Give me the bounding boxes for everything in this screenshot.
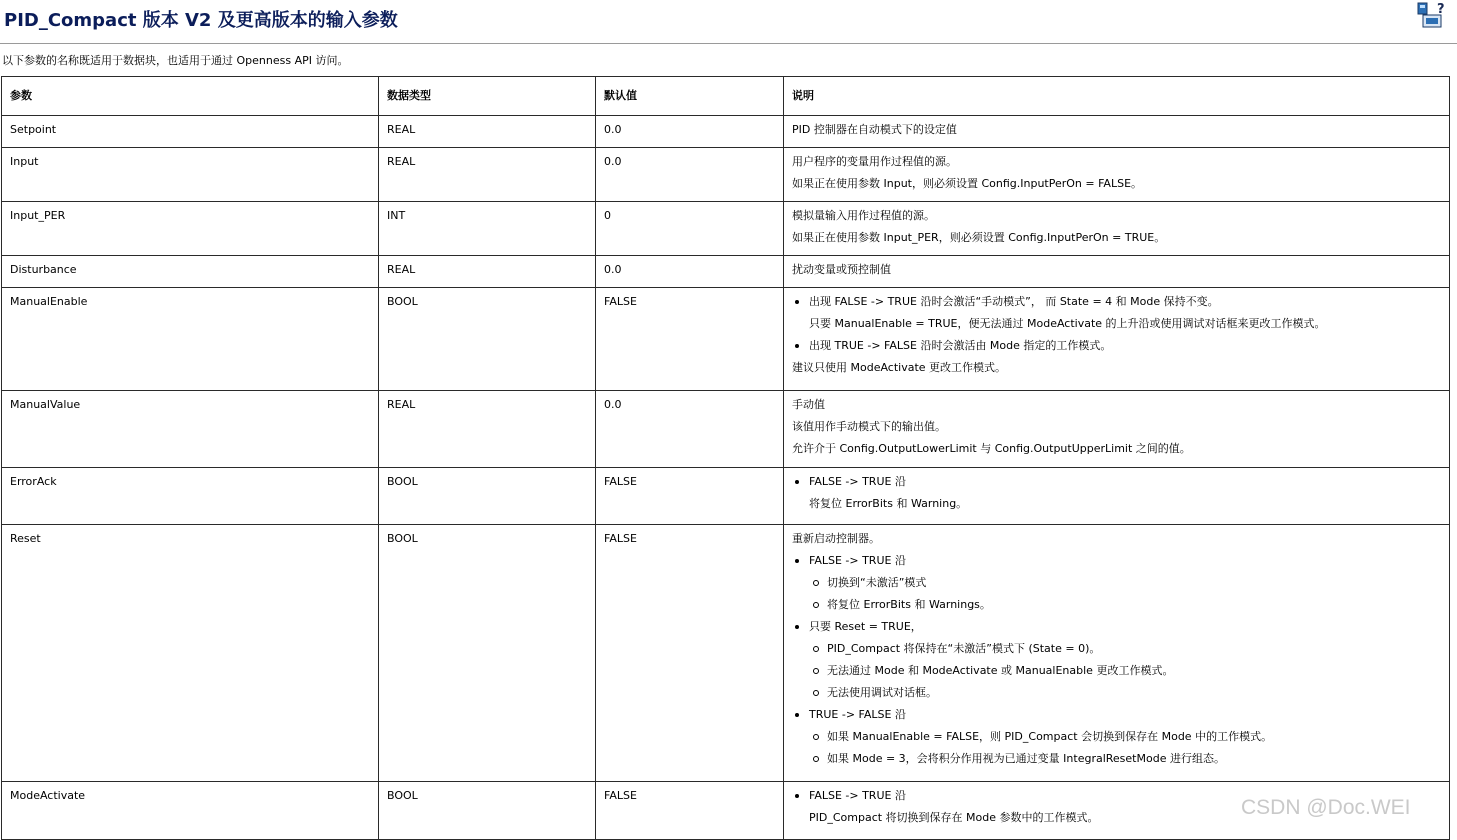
description-line: 手动值: [792, 398, 825, 411]
input-parameters-table: [1, 76, 1450, 840]
description-line: 如果正在使用参数 Input，则必须设置 Config.InputPerOn = FALSE。: [792, 177, 1143, 190]
data-type-cell: REAL: [379, 256, 596, 288]
param-cell: ErrorAck: [2, 468, 379, 525]
data-type-cell: BOOL: [379, 525, 596, 782]
bullet-item: 只要 Reset = TRUE，: [792, 616, 1441, 638]
description-line: 该值用作手动模式下的输出值。: [792, 420, 946, 433]
sub-bullet-item: 如果 ManualEnable = FALSE，则 PID_Compact 会切换到保存在 Mode 中的工作模式。: [792, 726, 1441, 748]
param-cell: ManualEnable: [2, 288, 379, 391]
sub-bullet-item: 无法通过 Mode 和 ModeActivate 或 ManualEnable 更改工作模式。: [792, 660, 1441, 682]
column-header-description: 说明: [784, 77, 1450, 116]
sub-bullet-item: 如果 Mode = 3，会将积分作用视为已通过变量 IntegralResetMode 进行组态。: [792, 748, 1441, 770]
default-value-cell: FALSE: [596, 288, 784, 391]
bullet-item: 出现 TRUE -> FALSE 沿时会激活由 Mode 指定的工作模式。: [792, 335, 1441, 357]
description-cell: [784, 525, 1450, 782]
bullet-continuation: 将复位 ErrorBits 和 Warning。: [809, 497, 968, 510]
page-title: PID_Compact 版本 V2 及更高版本的输入参数: [4, 10, 398, 31]
default-value-cell: 0.0: [596, 116, 784, 148]
table-row: [2, 288, 1450, 391]
table-row: [2, 782, 1450, 840]
description-cell: [784, 256, 1450, 288]
table-row: [2, 256, 1450, 288]
description-line: 如果正在使用参数 Input_PER，则必须设置 Config.InputPerOn = TRUE。: [792, 231, 1166, 244]
description-line: 扰动变量或预控制值: [792, 263, 891, 276]
bullet-item: 出现 FALSE -> TRUE 沿时会激活“手动模式”， 而 State = 4 和 Mode 保持不变。: [792, 291, 1441, 313]
table-row: [2, 202, 1450, 256]
data-type-cell: BOOL: [379, 782, 596, 840]
data-type-cell: REAL: [379, 116, 596, 148]
column-header-parameter: 参数: [2, 77, 379, 116]
column-header-data-type: 数据类型: [379, 77, 596, 116]
default-value-cell: 0.0: [596, 256, 784, 288]
default-value-cell: FALSE: [596, 525, 784, 782]
help-topic-icon[interactable]: [1417, 2, 1445, 28]
param-cell: Setpoint: [2, 116, 379, 148]
param-cell: Disturbance: [2, 256, 379, 288]
data-type-cell: INT: [379, 202, 596, 256]
description-cell: [784, 116, 1450, 148]
description-line: 模拟量输入用作过程值的源。: [792, 209, 935, 222]
description-line: 建议只使用 ModeActivate 更改工作模式。: [792, 361, 1007, 374]
param-cell: Input_PER: [2, 202, 379, 256]
title-divider: [0, 43, 1457, 44]
bullet-item: FALSE -> TRUE 沿: [792, 550, 1441, 572]
default-value-cell: FALSE: [596, 782, 784, 840]
bullet-item: FALSE -> TRUE 沿: [792, 785, 1441, 807]
bullet-item: FALSE -> TRUE 沿: [792, 471, 1441, 493]
table-row: [2, 525, 1450, 782]
watermark: CSDN @Doc.WEI: [1241, 796, 1411, 819]
description-line: 用户程序的变量用作过程值的源。: [792, 155, 957, 168]
bullet-continuation: PID_Compact 将切换到保存在 Mode 参数中的工作模式。: [809, 811, 1099, 824]
column-header-default: 默认值: [596, 77, 784, 116]
description-cell: [784, 148, 1450, 202]
description-line: PID 控制器在自动模式下的设定值: [792, 123, 957, 136]
param-cell: ModeActivate: [2, 782, 379, 840]
description-cell: [784, 391, 1450, 468]
param-cell: Reset: [2, 525, 379, 782]
description-cell: [784, 288, 1450, 391]
sub-bullet-item: 无法使用调试对话框。: [792, 682, 1441, 704]
description-line: 重新启动控制器。: [792, 532, 880, 545]
description-cell: [784, 468, 1450, 525]
sub-bullet-item: 将复位 ErrorBits 和 Warnings。: [792, 594, 1441, 616]
data-type-cell: REAL: [379, 148, 596, 202]
param-cell: ManualValue: [2, 391, 379, 468]
data-type-cell: BOOL: [379, 468, 596, 525]
description-cell: [784, 202, 1450, 256]
sub-bullet-item: PID_Compact 将保持在“未激活”模式下 (State = 0)。: [792, 638, 1441, 660]
bullet-continuation: 只要 ManualEnable = TRUE，便无法通过 ModeActivate 的上升沿或使用调试对话框来更改工作模式。: [809, 317, 1326, 330]
table-row: [2, 116, 1450, 148]
default-value-cell: FALSE: [596, 468, 784, 525]
param-cell: Input: [2, 148, 379, 202]
svg-text:?: ?: [1437, 2, 1445, 17]
table-row: [2, 391, 1450, 468]
table-header-row: [2, 77, 1450, 116]
intro-text: 以下参数的名称既适用于数据块，也适用于通过 Openness API 访问。: [2, 54, 349, 67]
default-value-cell: 0: [596, 202, 784, 256]
table-row: [2, 468, 1450, 525]
default-value-cell: 0.0: [596, 391, 784, 468]
data-type-cell: BOOL: [379, 288, 596, 391]
description-line: 允许介于 Config.OutputLowerLimit 与 Config.OutputUpperLimit 之间的值。: [792, 442, 1191, 455]
bullet-item: TRUE -> FALSE 沿: [792, 704, 1441, 726]
data-type-cell: REAL: [379, 391, 596, 468]
table-row: [2, 148, 1450, 202]
default-value-cell: 0.0: [596, 148, 784, 202]
sub-bullet-item: 切换到“未激活”模式: [792, 572, 1441, 594]
